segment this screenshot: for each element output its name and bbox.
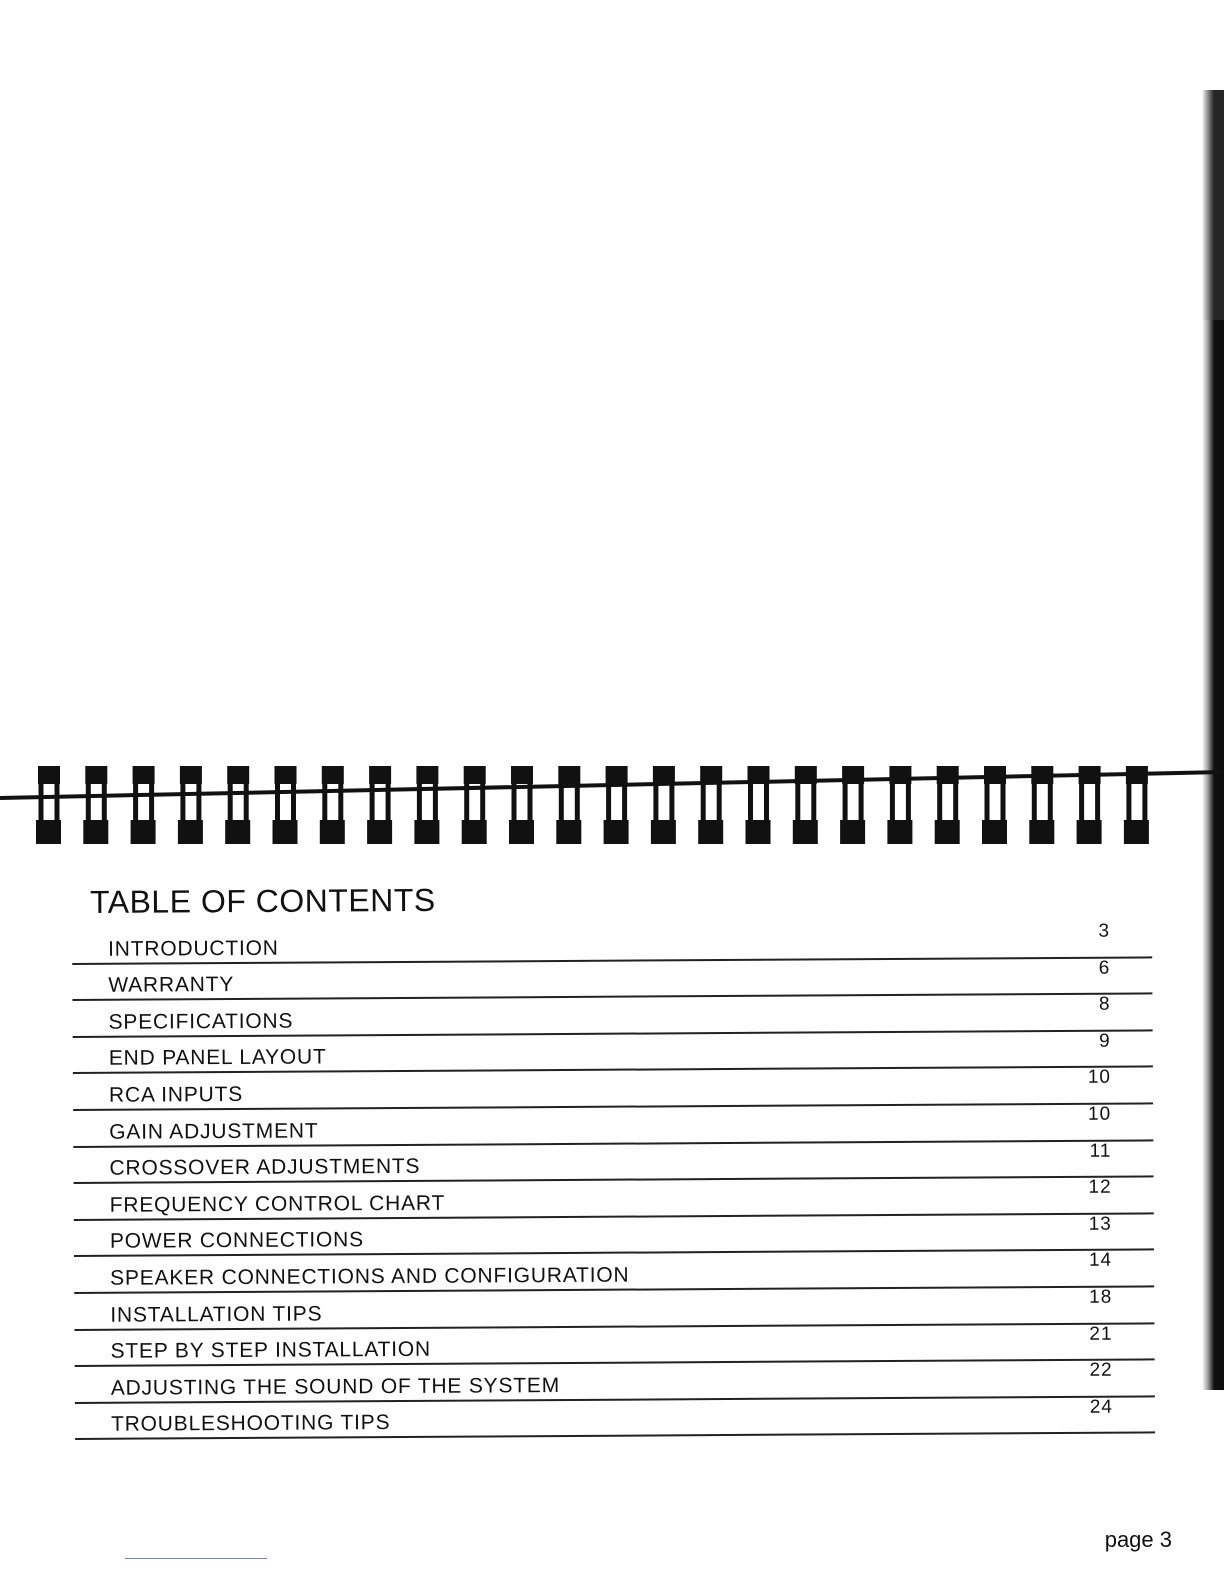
binding-coil [273,766,298,844]
toc-entry-label: WARRANTY [108,973,235,997]
toc-entry-page: 9 [1099,1030,1111,1052]
toc-entry-page: 10 [1087,1103,1112,1125]
binding-coil [1029,766,1054,844]
binding-coil [793,766,818,844]
binding-coil [556,766,581,844]
binding-coil [509,766,534,844]
toc-entry-label: INTRODUCTION [108,936,279,961]
toc-entry-page: 13 [1088,1213,1112,1235]
toc-title: TABLE OF CONTENTS [89,881,436,920]
binding-coil [462,766,487,844]
toc-entry-label: ADJUSTING THE SOUND OF THE SYSTEM [110,1373,561,1400]
footer-rule [125,1558,267,1559]
toc-entry-label: POWER CONNECTIONS [109,1228,364,1254]
binding-coil [178,766,203,844]
spiral-binding [0,760,1224,855]
binding-coil [698,766,723,844]
binding-coil [83,766,108,844]
toc-entry-page: 14 [1088,1249,1113,1272]
toc-entry-page: 8 [1098,993,1111,1015]
binding-coil [225,766,250,844]
toc-entry-label: STEP BY STEP INSTALLATION [110,1337,431,1363]
binding-coil [1077,766,1102,844]
binding-coil [1124,766,1149,844]
toc-entry[interactable] [75,1397,1155,1440]
binding-coil [651,766,676,844]
toc-entry-page: 11 [1089,1140,1112,1162]
toc-entry-label: CROSSOVER ADJUSTMENTS [109,1155,421,1180]
toc-entry-label: FREQUENCY CONTROL CHART [109,1191,446,1217]
spiral-binding-graphic [0,760,1224,855]
toc-list [72,921,1155,1440]
binding-coil [887,766,912,844]
binding-coil [982,766,1007,844]
toc-entry-label: END PANEL LAYOUT [108,1045,327,1071]
toc-entry-label: SPECIFICATIONS [108,1009,294,1034]
binding-edge-highlight [1202,90,1224,320]
toc-entry-label: GAIN ADJUSTMENT [109,1119,319,1144]
toc-entry-page: 3 [1098,920,1111,942]
toc-entry-label: INSTALLATION TIPS [110,1302,323,1327]
toc-entry-label: RCA INPUTS [108,1082,244,1107]
page-number: page 3 [1104,1527,1172,1552]
toc-entry-page: 12 [1088,1176,1112,1198]
toc-entry-label: TROUBLESHOOTING TIPS [110,1411,391,1437]
binding-coil [36,766,61,844]
toc-entry-label: SPEAKER CONNECTIONS AND CONFIGURATION [110,1263,630,1290]
toc-entry-page: 22 [1089,1359,1113,1381]
toc-entry-page: 21 [1089,1323,1113,1345]
toc-entry-page: 24 [1089,1396,1114,1418]
toc-entry-page: 6 [1098,957,1111,979]
binding-coil [131,766,156,844]
binding-coil [935,766,960,844]
binding-coil [320,766,345,844]
toc-entry-page: 10 [1087,1067,1111,1089]
binding-coil [746,766,771,844]
binding-coil [367,766,392,844]
binding-coil [840,766,865,844]
toc-entry-page: 18 [1089,1286,1113,1308]
binding-coil [604,766,629,844]
binding-coil [414,766,439,844]
